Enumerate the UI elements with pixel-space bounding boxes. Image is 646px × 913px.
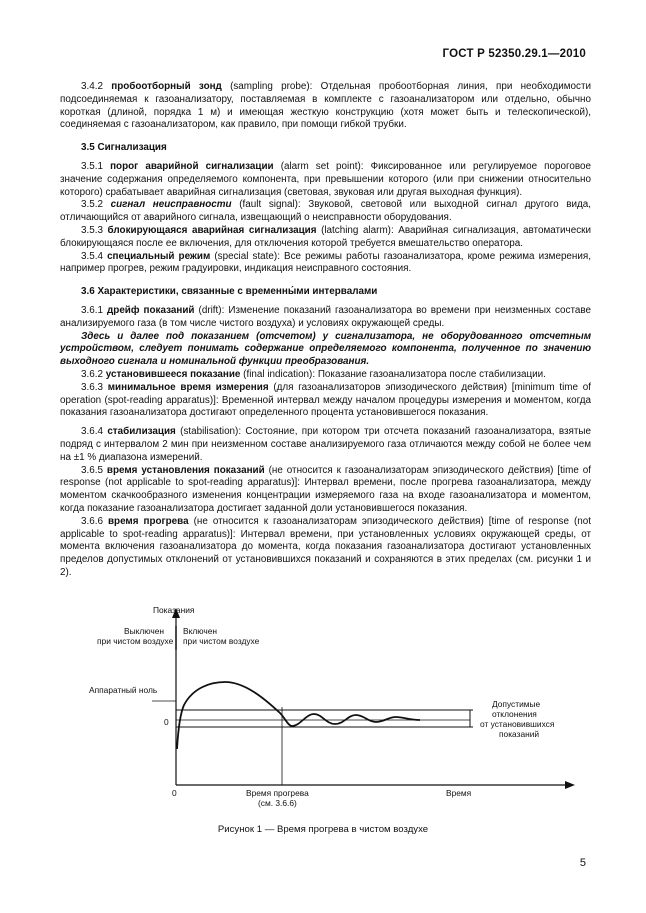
tolerance-label-line2: отклонения (492, 709, 537, 719)
term: время прогрева (107, 515, 189, 527)
off-label-line1: Выключен (124, 626, 164, 636)
x-axis-label: Время (446, 788, 472, 798)
page-number: 5 (579, 857, 586, 869)
paragraph-3-5-3 (60, 225, 591, 251)
paragraph-3-5-4 (60, 251, 591, 277)
definition: (alarm set point): Фиксированное или регулируемое пороговое значение содержания определяемого компонента, при превышении которого (или при снижении относительно которого) срабатывает аварийная сигнализация (световая, звуковая или другая выходная функция). (60, 160, 591, 198)
hw-zero-label: Аппаратный ноль (89, 685, 158, 695)
term: сигнал неисправности (110, 199, 232, 211)
term: пробоотборный зонд (111, 81, 222, 92)
definition: (latching alarm): Аварийная сигнализация, автоматически блокирующаяся после ее включения, для отключения которой требуется вмешательство оператора. (60, 224, 591, 249)
response-curve (177, 682, 420, 749)
on-label-line2: при чистом воздухе (183, 636, 260, 646)
document-body (60, 81, 591, 580)
term: минимальное время измерения (107, 381, 269, 393)
paragraph-3-6-3 (60, 382, 591, 420)
tolerance-label-line3: от установившихся (480, 719, 555, 729)
x-axis-arrow (565, 781, 575, 789)
clause-number: 3.6.1 (81, 304, 103, 316)
term: порог аварийной сигнализации (110, 160, 274, 172)
clause-number: 3.6.2 (81, 368, 103, 380)
warmup-diagram (60, 604, 591, 819)
warmup-label-line1: Время прогрева (246, 788, 309, 798)
term: установившееся показание (105, 368, 241, 380)
paragraph-3-6-5 (60, 465, 591, 516)
term: стабилизация (107, 426, 176, 438)
clause-number: 3.5.1 (81, 160, 103, 172)
figure-caption: Рисунок 1 — Время прогрева в чистом воздухе (217, 824, 429, 835)
definition: (не относится к газоанализаторам эпизодического действия) [time of response (not applicable to spot-reading apparatus)]: Интервал времени, после прогрева газоанализатора, между моментом скачкообразного изменения концентрации измеряемого газа на входе газоанализатора и моментом, когда показание газоанализатора достигает заданной доли установившегося показания. (60, 464, 591, 514)
document-header: ГОСТ Р 52350.29.1—2010 (442, 48, 586, 60)
clause-number: 3.4.2 (81, 81, 103, 92)
definition: (fault signal): Звуковой, световой или выходной сигнал другого вида, отличающийся от аварийного сигнала, извещающий о неисправности оборудования. (60, 199, 592, 224)
clause-number: 3.5.4 (81, 250, 103, 262)
on-label-line1: Включен (183, 626, 217, 636)
section-heading-3-6: 3.6 Характеристики, связанные с временны́ми интервалами (81, 286, 378, 298)
definition: (stabilisation): Состояние, при котором три отсчета показаний газоанализатора, взятые подряд с интервалом 2 мин при неизменном составе анализируемого газа отличаются между собой не более чем на ±1 % диапазона измерений. (60, 426, 591, 463)
paragraph-3-6-2 (60, 369, 591, 382)
paragraph-3-4-2 (60, 81, 591, 132)
clause-number: 3.5.3 (81, 224, 103, 236)
clause-number: 3.6.3 (81, 381, 103, 393)
zero-tick-label: 0 (164, 717, 169, 727)
off-label-line2: при чистом воздухе (97, 636, 174, 646)
tolerance-label-line4: показаний (499, 729, 540, 739)
definition: (для газоанализаторов эпизодического действия) [minimum time of operation (spot-reading apparatus)]: Временной интервал между началом процедуры измерения и моментом, когда показания газоанализатора достигают определенного процента установившегося показания. (60, 381, 592, 419)
y-axis-label: Показания (153, 605, 195, 615)
note-paragraph: Здесь и далее под показанием (отсчетом) у сигнализатора, не оборудованного отсчетным устройством, следует понимать содержание определяемого компонента, полученное по значению выходного сигнала и номинальной функции преобразования. (60, 330, 591, 368)
clause-number: 3.6.6 (81, 515, 103, 527)
paragraph-3-6-6 (60, 516, 591, 580)
section-heading-3-5: 3.5 Сигнализация (81, 142, 167, 154)
term: блокирующаяся аварийная сигнализация (107, 224, 317, 236)
definition: (drift): Изменение показаний газоанализатора во времени при неизменных составе анализируемого газа (в том числе чистого воздуха) и условиях окружающей среды. (60, 304, 591, 329)
definition: (special state): Все режимы работы газоанализатора, кроме режима измерения, например прогрев, режим градуировки, индикация неисправного состояния. (60, 250, 591, 275)
term: специальный режим (107, 250, 211, 262)
tolerance-label-line1: Допустимые (492, 699, 541, 709)
paragraph-3-6-4 (60, 426, 591, 464)
clause-number: 3.5.2 (81, 199, 103, 211)
paragraph-3-5-2 (60, 199, 591, 225)
paragraph-3-6-1 (60, 305, 591, 331)
term: дрейф показаний (107, 304, 195, 316)
clause-number: 3.6.5 (81, 464, 103, 476)
term: время установления показаний (106, 464, 265, 476)
paragraph-3-5-1 (60, 161, 591, 199)
definition: (sampling probe): Отдельная пробоотборная линия, при необходимости подсоединяемая к газоанализатору, поставляемая в комплекте с газоанализатором или отдельно, обычно короткая (длиной, порядка 1 м) и имеющая жесткую конструкцию (хотя может быть и телескопической), соединяемая с газоанализатором, как правило, при помощи гибкой трубки. (60, 81, 591, 131)
figure-1 (60, 604, 591, 819)
warmup-label-line2: (см. 3.6.6) (258, 798, 297, 808)
definition: (не относится к газоанализаторам эпизодического действия) [time of response (not applicable to spot-reading apparatus)]: Интервал времени, при установленных условиях окружающей среды, от момента включения газоанализатора до момента, когда показания газоанализатора достигают установленных пределов допустимых отклонений от установившихся показаний и сохраняются в этих пределах (см. рисунки 1 и 2). (60, 515, 591, 578)
clause-number: 3.6.4 (81, 426, 103, 438)
definition: (final indication): Показание газоанализатора после стабилизации. (240, 368, 546, 380)
origin-label: 0 (172, 788, 177, 798)
